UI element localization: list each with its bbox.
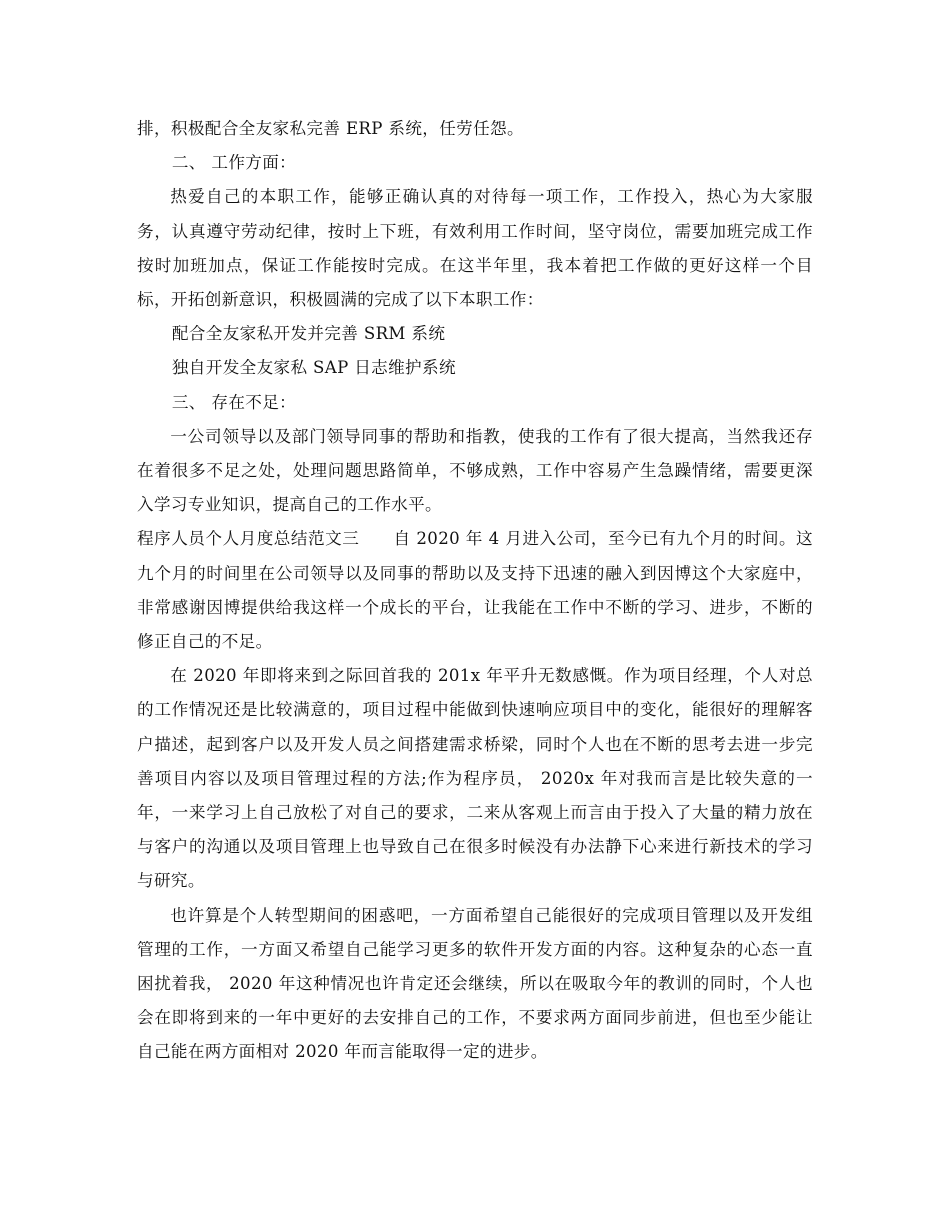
section-heading-work: 二、 工作方面： [171,153,297,173]
document-body [137,112,813,1070]
list-item-srm: 配合全友家私开发并完善 SRM 系统 [171,324,446,344]
paragraph-sample-three-intro: 程序人员个人月度总结范文三 自 2020 年 4 月进入公司，至今已有九个月的时间。这九个月的时间里在公司领导以及同事的帮助以及支持下迅速的融入到因博这个大家庭中，非常感谢因博提供给我这样一个成长的平台，让我能在工作中不断的学习、进步，不断的修正自己的不足。 [137,529,813,652]
paragraph-work-attitude: 热爱自己的本职工作，能够正确认真的对待每一项工作，工作投入，热心为大家服务，认真遵守劳动纪律，按时上下班，有效利用工作时间，坚守岗位，需要加班完成工作按时加班加点，保证工作能按时完成。在这半年里，我本着把工作做的更好这样一个目标，开拓创新意识，积极圆满的完成了以下本职工作： [137,187,813,310]
paragraph-shortcomings: 一公司领导以及部门领导同事的帮助和指教，使我的工作有了很大提高，当然我还存在着很多不足之处，处理问题思路简单，不够成熟，工作中容易产生急躁情绪，需要更深入学习专业知识，提高自己的工作水平。 [137,426,813,515]
paragraph-transition: 也许算是个人转型期间的困惑吧，一方面希望自己能很好的完成项目管理以及开发组管理的工作，一方面又希望自己能学习更多的软件开发方面的内容。这种复杂的心态一直困扰着我， 2020 年这种情况也许肯定还会继续，所以在吸取今年的教训的同时，个人也会在即将到来的一年中更好的去安排自己的工作，不要求两方面同步前进，但也至少能让自己能在两方面相对 2020 年而言能取得一定的进步。 [137,905,813,1062]
paragraph-project-manager: 在 2020 年即将来到之际回首我的 201x 年平升无数感慨。作为项目经理，个人对总的工作情况还是比较满意的，项目过程中能做到快速响应项目中的变化，能很好的理解客户描述，起到客户以及开发人员之间搭建需求桥梁，同时个人也在不断的思考去进一步完善项目内容以及项目管理过程的方法;作为程序员， 2020x 年对我而言是比较失意的一年，一来学习上自己放松了对自己的要求，二来从客观上而言由于投入了大量的精力放在与客户的沟通以及项目管理上也导致自己在很多时候没有办法静下心来进行新技术的学习与研究。 [137,666,813,891]
list-item-sap-log: 独自开发全友家私 SAP 日志维护系统 [171,358,456,378]
paragraph-continuation: 排，积极配合全友家私完善 ERP 系统，任劳任怨。 [137,119,524,138]
section-heading-shortcomings: 三、 存在不足： [171,392,297,412]
